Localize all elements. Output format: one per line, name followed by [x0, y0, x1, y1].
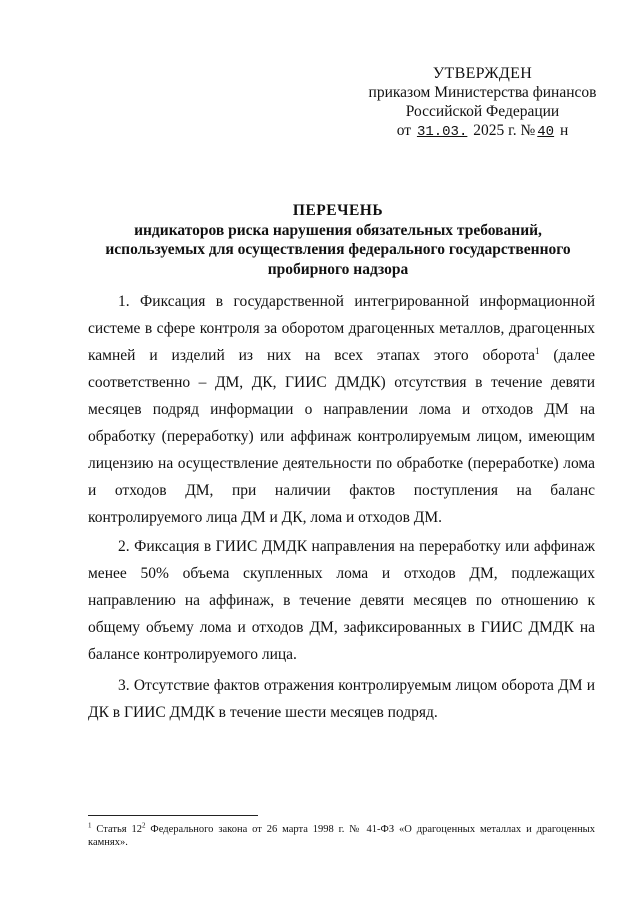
number-suffix: н: [559, 122, 569, 139]
list-item-1-text-continued: (далее соответственно – ДМ, ДК, ГИИС ДМДК) отсутствия в течение девяти месяцев подряд информации о направлении лома и отходов ДМ на обработку (переработку) или аффинаж контролируемым лицом, имеющим лицензию на осуществление деятельности по обработке (переработке) лома и отходов ДМ, при наличии фактов поступления на баланс контролируемого лица ДМ и ДК, лома и отходов ДМ.: [88, 347, 595, 526]
approval-stamp: [360, 64, 605, 142]
footnote-article-superscript: 2: [142, 821, 146, 830]
footnote-text-continued: Федерального закона от 26 марта 1998 г. № 41-ФЗ «О драгоценных металлах и драгоценных камнях».: [88, 824, 595, 848]
list-item-1-text: 1. Фиксация в государственной интегрированной информационной системе в сфере контроля за оборотом драгоценных металлов, драгоценных камней и изделий из них на всех этапах этого оборота: [88, 293, 595, 364]
document-subtitle-line2: используемых для осуществления федерального государственного: [105, 241, 571, 258]
approval-date: 31.03.: [416, 124, 468, 140]
footnote-reference: 1: [535, 345, 540, 356]
footnote-divider: [88, 815, 258, 816]
footnote: [88, 823, 595, 849]
document-subtitle-line1: индикаторов риска нарушения обязательных требований,: [134, 221, 542, 239]
document-subtitle-line3: пробирного надзора: [267, 260, 409, 278]
document-heading: [88, 201, 588, 279]
footnote-text: Статья 12: [96, 824, 142, 835]
list-item-1: [88, 288, 595, 531]
approval-issuer-line2: Российской Федерации: [405, 103, 560, 120]
footnote-marker: 1: [88, 821, 92, 830]
list-item-2: 2. Фиксация в ГИИС ДМДК направления на переработку или аффинаж менее 50% объема скупленных лома и отходов ДМ, подлежащих направлению на аффинаж, в течение девяти месяцев по отношению к общему объему лома и отходов ДМ, зафиксированных в ГИИС ДМДК на балансе контролируемого лица.: [88, 538, 595, 663]
date-prefix: от: [396, 122, 412, 139]
document-body: [88, 288, 595, 726]
approval-issuer-line1: приказом Министерства финансов: [368, 84, 597, 101]
list-item-3: 3. Отсутствие фактов отражения контролируемым лицом оборота ДМ и ДК в ГИИС ДМДК в течение шести месяцев подряд.: [88, 677, 595, 721]
order-number: 40: [537, 124, 555, 140]
date-middle: 2025 г. №: [473, 122, 536, 139]
approval-title: УТВЕРЖДЕН: [432, 65, 533, 82]
approval-dateline: [360, 121, 605, 142]
document-title: ПЕРЕЧЕНЬ: [292, 202, 384, 219]
